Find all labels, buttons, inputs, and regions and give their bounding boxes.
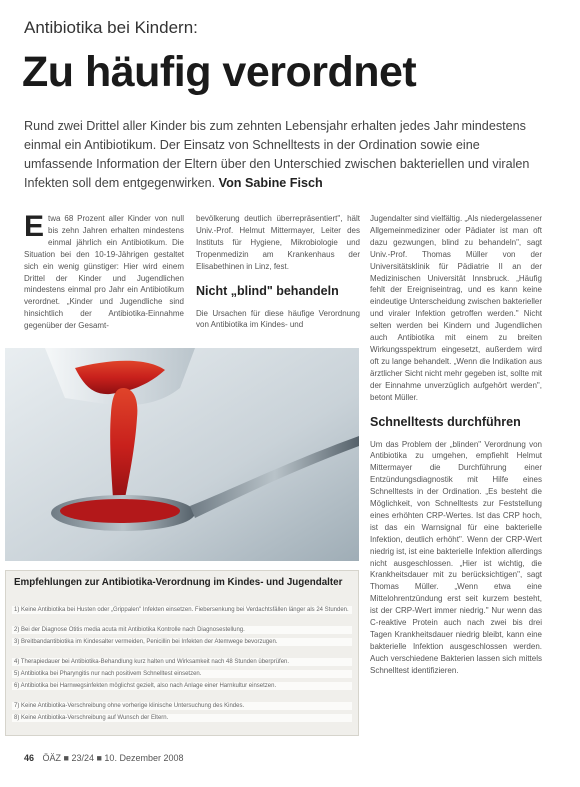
author-byline: Von Sabine Fisch <box>218 176 323 190</box>
col2-paragraph-1: bevölkerung deutlich überrepräsentiert", hält Univ.-Prof. Helmut Mittermayer, Leiter des Instituts für Hygiene, Mikrobiologie und Tropenmedizin am Krankenhaus der Elisabethinen in Linz, fest. <box>196 214 360 271</box>
box-item-1: 1) Keine Antibiotika bei Husten oder „Grippalen" Infekten einsetzen. Fiebersenkung bei Verdachtsfällen länger als 24 Stunden. <box>12 606 352 614</box>
spoon-syrup <box>60 499 180 523</box>
column-3 <box>370 213 542 680</box>
column-2 <box>196 213 360 334</box>
page-footer <box>24 753 183 763</box>
box-item-7: 7) Keine Antibiotika-Verschreibung ohne vorherige klinische Untersuchung des Kindes. <box>12 702 352 710</box>
recommendations-box <box>5 570 359 736</box>
col2-paragraph-2: Die Ursachen für diese häufige Verordnung von Antibiotika im Kindes- und <box>196 308 360 330</box>
footer-publication: ÖÄZ ■ 23/24 ■ 10. Dezember 2008 <box>42 753 184 763</box>
box-item-2: 2) Bei der Diagnose Otitis media acuta mit Antibiotika Kontrolle nach Diagnosestellung. <box>12 626 352 634</box>
headline: Zu häufig verordnet <box>22 48 417 96</box>
box-title: Empfehlungen zur Antibiotika-Verordnung im Kindes- und Jugendalter <box>14 577 343 588</box>
col1-paragraph-1: twa 68 Prozent aller Kinder von null bis zehn Jahren erhalten mindestens einmal jährlich ein Antibiotikum. Die Situation bei den 10-19-Jährigen gestaltet sich ein wenig günstiger: Hier wird einem Drittel der Kinder und Jugendlichen mindestens einmal pro Jahr ein Antibiotikum verordnet. „Kinder und Jugendliche sind hinsichtlich der Antibiotika-Einnahme gegenüber der Gesamt- <box>24 214 184 331</box>
page-number: 46 <box>24 753 35 763</box>
lead-paragraph <box>24 117 544 193</box>
column-1 <box>24 210 184 335</box>
box-item-6: 6) Antibiotika bei Harnwegsinfekten möglichst gezielt, also nach Anlage einer Harnkultur einsetzen. <box>12 682 352 690</box>
photo-spoon-syrup <box>5 348 359 561</box>
drop-cap: E <box>24 210 45 243</box>
lead-text: Rund zwei Drittel aller Kinder bis zum zehnten Lebensjahr erhalten jedes Jahr mindestens einmal ein Antibiotikum. Der Einsatz von Schnelltests in der Ordination sowie eine umfassende Information der Eltern über den Unterschied zwischen bakteriellen und viralen Infekten soll dem entgegenwirken. <box>24 119 530 190</box>
kicker: Antibiotika bei Kindern: <box>24 18 198 37</box>
box-item-5: 5) Antibiotika bei Pharyngitis nur nach positivem Schnelltest einsetzen. <box>12 670 352 678</box>
box-item-4: 4) Therapiedauer bei Antibiotika-Behandlung kurz halten und Wirksamkeit nach 48 Stunden überprüfen. <box>12 658 352 666</box>
col3-paragraph-2: Um das Problem der „blinden" Verordnung von Antibiotika zu umgehen, empfiehlt Helmut Mittermayer die Durchführung einer Entzündungsdiagnostik mit Hilfe eines Schnelltests in der Ordination. „Es besteht die Möglichkeit, von Schnelltests zur Feststellung eines erhöhten CRP-Wertes. Ist das CRP hoch, ist das ein Warnsignal für eine bakterielle Infektion, deutlich erhöht". Wenn der CRP-Wert niedrig ist, ist eine bakterielle Infektion allerdings nicht ausgeschlossen. „Hier ist wichtig, die Krankheitsdauer mit zu berücksichtigen", sagt Thomas Müller. „Wenn etwa eine Mittelohrentzündung erst seit kurzem besteht, ist der CRP-Wert immer niedrig." Nur wenn das C-reaktive Protein auch nach zwei bis drei Tagen Krankheitsdauer niedrig bleibt, kann eine bakterielle Infektion ausgeschlossen werden. Auch verschiedene Bakterien lassen sich mittels Schnelltest identifizieren. <box>370 439 542 675</box>
box-item-3: 3) Breitbandantibiotika im Kindesalter vermeiden, Penicillin bei Infekten der Atemwege bevorzugen. <box>12 638 352 646</box>
subhead-blind: Nicht „blind" behandeln <box>196 283 339 298</box>
box-item-8: 8) Keine Antibiotika-Verschreibung auf Wunsch der Eltern. <box>12 714 352 722</box>
subhead-schnelltests: Schnelltests durchführen <box>370 414 521 429</box>
col3-paragraph-1: Jugendalter sind vielfältig. „Als niedergelassener Allgemeinmediziner oder Pädiater ist man oft dazu gezwungen, blind zu behandeln", sagt Univ.-Prof. Thomas Müller von der Universitätsklinik für Pädiatrie II an der Medizinischen Universität Innsbruck. „Häufig fehlt der Ereigniseintrag, und es kann keine eindeutige Unterscheidung zwischen bakterieller und viraler Infektion getroffen werden." Nicht selten werden bei Kindern und Jugendlichen auch Antibiotika mit einem zu breiten Wirkungsspektrum eingesetzt, außerdem wird oft zu lange behandelt. „Wenn die Indikation aus ärztlicher Sicht nicht mehr gegeben ist, sollte mit der Einnahme unverzüglich aufgehört werden", betont Müller. <box>370 214 542 402</box>
